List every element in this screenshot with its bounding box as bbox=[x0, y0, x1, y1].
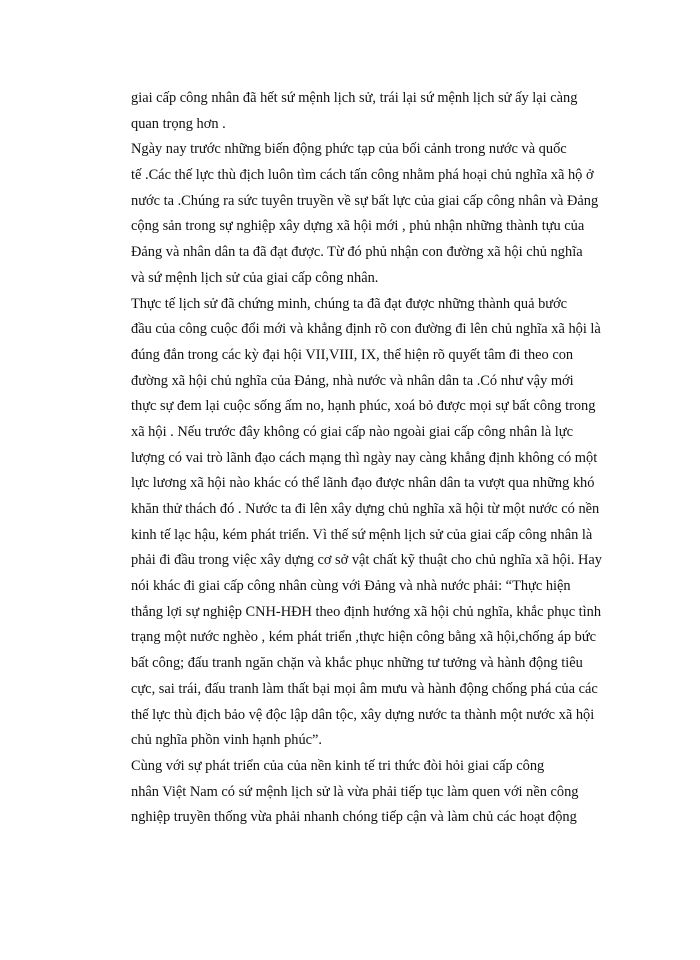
text-line: cộng sản trong sự nghiệp xây dựng xã hội mới , phủ nhận những thành tựu của bbox=[131, 218, 585, 235]
body-text bbox=[131, 86, 611, 831]
text-line: Đảng và nhân dân ta đã đạt được. Từ đó phủ nhận con đường xã hội chủ nghĩa bbox=[131, 244, 583, 261]
text-line: nói khác đi giai cấp công nhân cùng với Đảng và nhà nước phải: “Thực hiện bbox=[131, 578, 571, 595]
text-line: nhân Việt Nam có sứ mệnh lịch sử là vừa phải tiếp tục làm quen với nền công bbox=[131, 783, 579, 800]
text-line: thắng lợi sự nghiệp CNH-HĐH theo định hướng xã hội chủ nghĩa, khắc phục tình bbox=[131, 603, 602, 620]
text-line: Cùng với sự phát triển của của nền kinh tế tri thức đòi hỏi giai cấp công bbox=[131, 757, 545, 774]
text-line: thực sự đem lại cuộc sống ấm no, hạnh phúc, xoá bỏ được mọi sự bất công trong bbox=[131, 398, 596, 415]
text-line: quan trọng hơn . bbox=[131, 115, 226, 132]
text-line: đầu của công cuộc đổi mới và khẳng định rõ con đường đi lên chủ nghĩa xã hội là bbox=[131, 321, 601, 338]
text-line: bất công; đấu tranh ngăn chặn và khắc phục những tư tưởng và hành động tiêu bbox=[131, 655, 583, 672]
text-line: giai cấp công nhân đã hết sứ mệnh lịch sử, trái lại sứ mệnh lịch sử ấy lại càng bbox=[131, 90, 578, 106]
text-line: khăn thử thách đó . Nước ta đi lên xây dựng chủ nghĩa xã hội từ một nước có nền bbox=[131, 501, 600, 517]
text-line: tế .Các thế lực thù địch luôn tìm cách tấn công nhằm phá hoại chủ nghĩa xã hộ ở bbox=[131, 167, 594, 184]
text-line: phải đi đầu trong việc xây dựng cơ sở vật chất kỹ thuật cho chủ nghĩa xã hội. Hay bbox=[131, 552, 603, 569]
text-line: kinh tế lạc hậu, kém phát triển. Vì thế sứ mệnh lịch sử của giai cấp công nhân là bbox=[131, 526, 593, 543]
text-line: xã hội . Nếu trước đây không có giai cấp nào ngoài giai cấp công nhân là lực bbox=[131, 423, 573, 440]
text-line: nước ta .Chúng ra sức tuyên truyền về sự bất lực của giai cấp công nhân và Đảng bbox=[131, 192, 599, 209]
text-line: đúng đắn trong các kỳ đại hội VII,VIII, IX, thể hiện rõ quyết tâm đi theo con bbox=[131, 346, 574, 363]
text-line: Ngày nay trước những biến động phức tạp của bối cảnh trong nước và quốc bbox=[131, 141, 567, 158]
text-line: lượng có vai trò lãnh đạo cách mạng thì ngày nay càng khẳng định không có một bbox=[131, 449, 598, 466]
text-line: Thực tế lịch sử đã chứng minh, chúng ta đã đạt được những thành quả bước bbox=[131, 295, 568, 312]
text-line: thế lực thù địch bảo vệ độc lập dân tộc, xây dựng nước ta thành một nước xã hội bbox=[131, 706, 595, 723]
text-line: cực, sai trái, đấu tranh làm thất bại mọi âm mưu và hành động chống phá của các bbox=[131, 680, 598, 697]
text-line: trạng một nước nghèo , kém phát triển ,thực hiện công bằng xã hội,chống áp bức bbox=[131, 629, 597, 646]
text-line: đường xã hội chủ nghĩa của Đảng, nhà nước và nhân dân ta .Có như vậy mới bbox=[131, 372, 574, 389]
text-line: chủ nghĩa phồn vinh hạnh phúc”. bbox=[131, 732, 323, 749]
text-line: lực lương xã hội nào khác có thể lãnh đạo được nhân dân ta vượt qua những khó bbox=[131, 475, 595, 492]
text-line: và sứ mệnh lịch sử của giai cấp công nhân. bbox=[131, 269, 379, 286]
text-line: nghiệp truyền thống vừa phải nhanh chóng tiếp cận và làm chủ các hoạt động bbox=[131, 809, 577, 826]
